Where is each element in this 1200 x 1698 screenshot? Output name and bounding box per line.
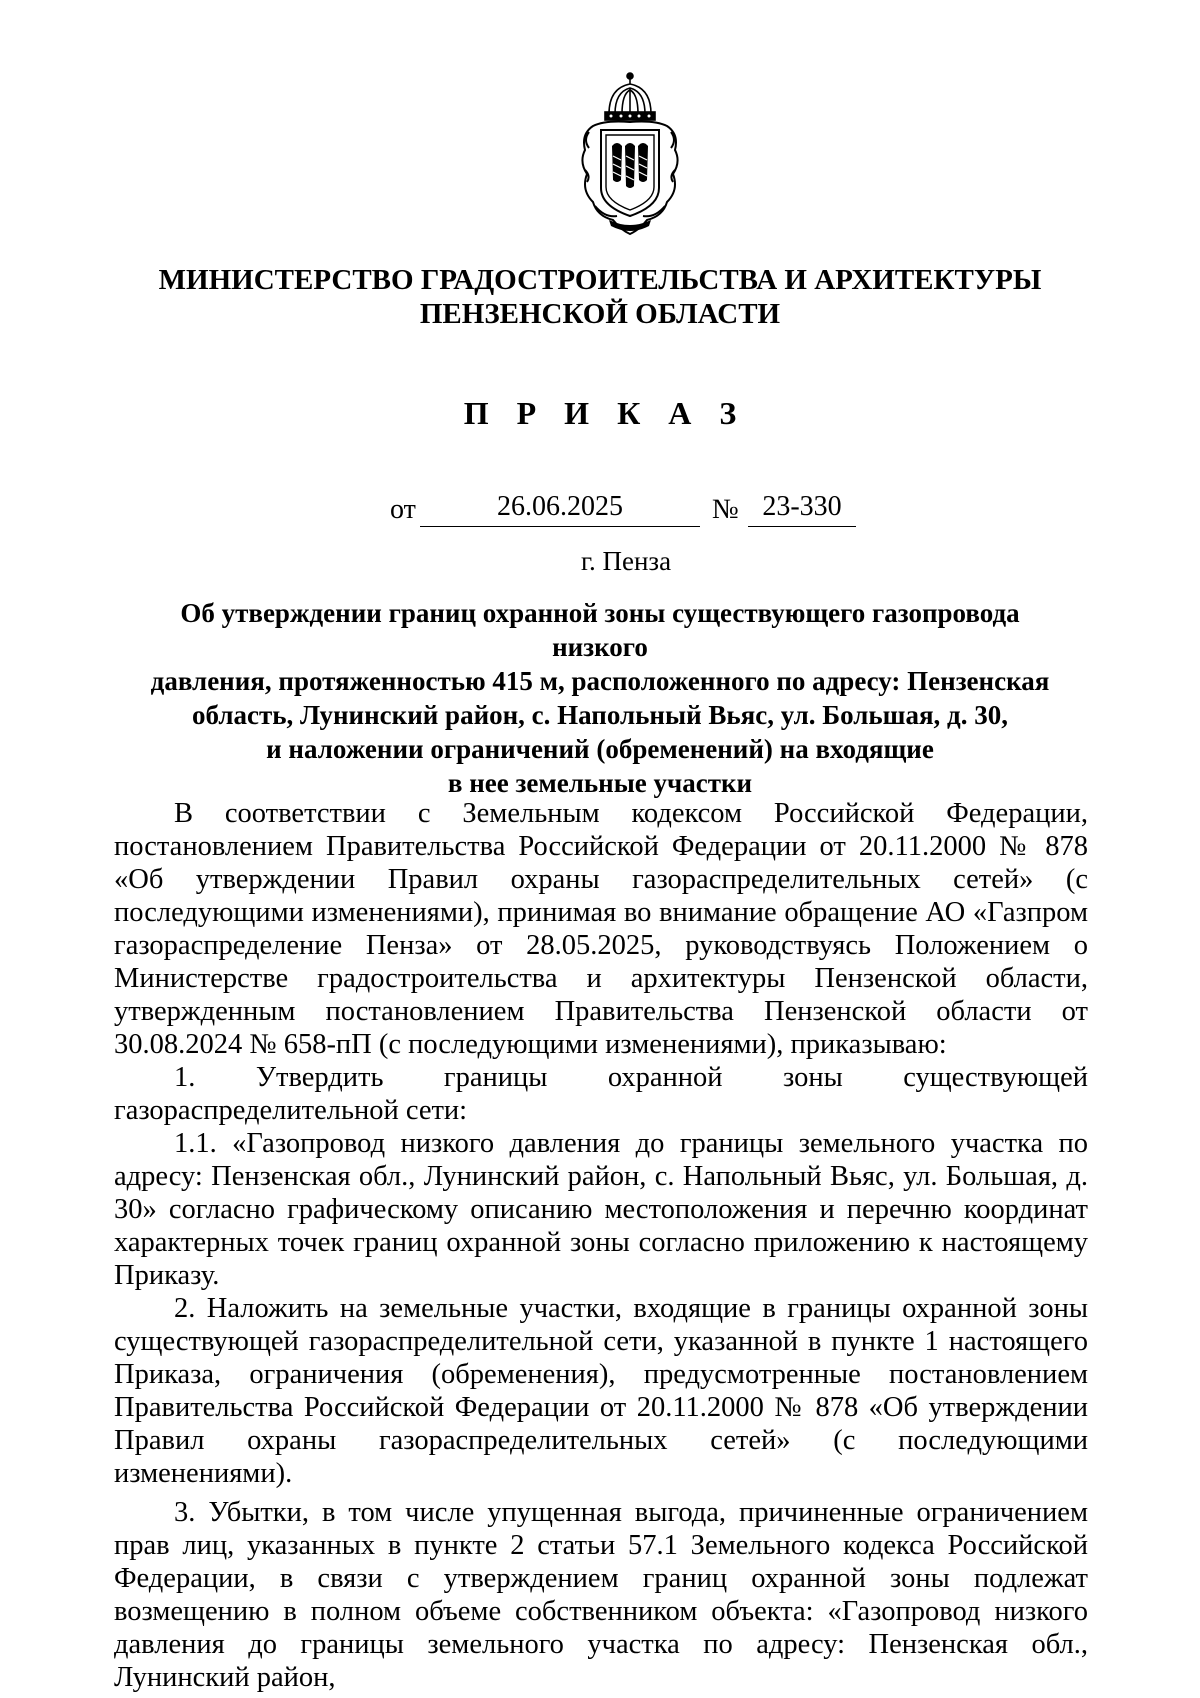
subject-line: давления, протяженностью 415 м, расположенного по адресу: Пензенская bbox=[150, 666, 1050, 696]
penza-coat-of-arms-icon bbox=[575, 70, 685, 238]
number-prefix: № bbox=[712, 494, 739, 525]
subject-line: Об утверждении границ охранной зоны существующего газопровода низкого bbox=[180, 598, 1020, 662]
body-paragraph-preamble: В соответствии с Земельным кодексом Российской Федерации, постановлением Правительства Российской Федерации от 20.11.2000 № 878 «Об утверждении Правил охраны газораспределительных сетей» (с последующими изменениями), принимая во внимание обращение АО «Газпром газораспределение Пенза» от 28.05.2025, руководствуясь Положением о Министерстве градостроительства и архитектуры Пензенской области, утвержденным постановлением Правительства Пензенской области от 30.08.2024 № 658-пП (с последующими изменениями), приказываю: bbox=[114, 798, 1088, 1060]
body-paragraph-item-2: 2. Наложить на земельные участки, входящие в границы охранной зоны существующей газораспределительной сети, указанной в пункте 1 настоящего Приказа, ограничения (обременения), предусмотренные постановлением Правительства Российской Федерации от 20.11.2000 № 878 «Об утверждении Правил охраны газораспределительных сетей» (с последующими изменениями). bbox=[114, 1293, 1088, 1489]
document-type-title: П Р И К А З bbox=[463, 395, 747, 431]
document-city: г. Пенза bbox=[580, 546, 672, 576]
ministry-name-line-2: ПЕНЗЕНСКОЙ ОБЛАСТИ bbox=[419, 298, 781, 330]
document-body bbox=[114, 797, 1088, 1694]
subject-line: в нее земельные участки bbox=[447, 768, 753, 798]
document-subject bbox=[130, 596, 1070, 800]
body-paragraph-item-1: 1. Утвердить границы охранной зоны существующей газораспределительной сети: bbox=[114, 1062, 1088, 1126]
body-paragraph-item-1-1: 1.1. «Газопровод низкого давления до границы земельного участка по адресу: Пензенская обл., Лунинский район, с. Напольный Вьяс, ул. Большая, д. 30» согласно графическому описанию местоположения и перечню координат характерных точек границ охранной зоны согласно приложению к настоящему Приказу. bbox=[114, 1128, 1088, 1291]
date-prefix: от bbox=[390, 494, 416, 525]
ministry-name-line-1: МИНИСТЕРСТВО ГРАДОСТРОИТЕЛЬСТВА И АРХИТЕКТУРЫ bbox=[158, 264, 1042, 296]
subject-line: область, Лунинский район, с. Напольный Вьяс, ул. Большая, д. 30, bbox=[192, 700, 1008, 730]
document-date: 26.06.2025 bbox=[420, 492, 700, 527]
subject-line: и наложении ограничений (обременений) на входящие bbox=[266, 734, 934, 764]
ministry-name bbox=[0, 263, 1200, 331]
body-paragraph-item-3: 3. Убытки, в том числе упущенная выгода, причиненные ограничением прав лиц, указанных в пункте 2 статьи 57.1 Земельного кодекса Российской Федерации, в связи с утверждением границ охранной зоны подлежат возмещению в полном объеме собственником объекта: «Газопровод низкого давления до границы земельного участка по адресу: Пензенская обл., Лунинский район, bbox=[114, 1497, 1088, 1693]
document-number: 23-330 bbox=[748, 492, 856, 527]
